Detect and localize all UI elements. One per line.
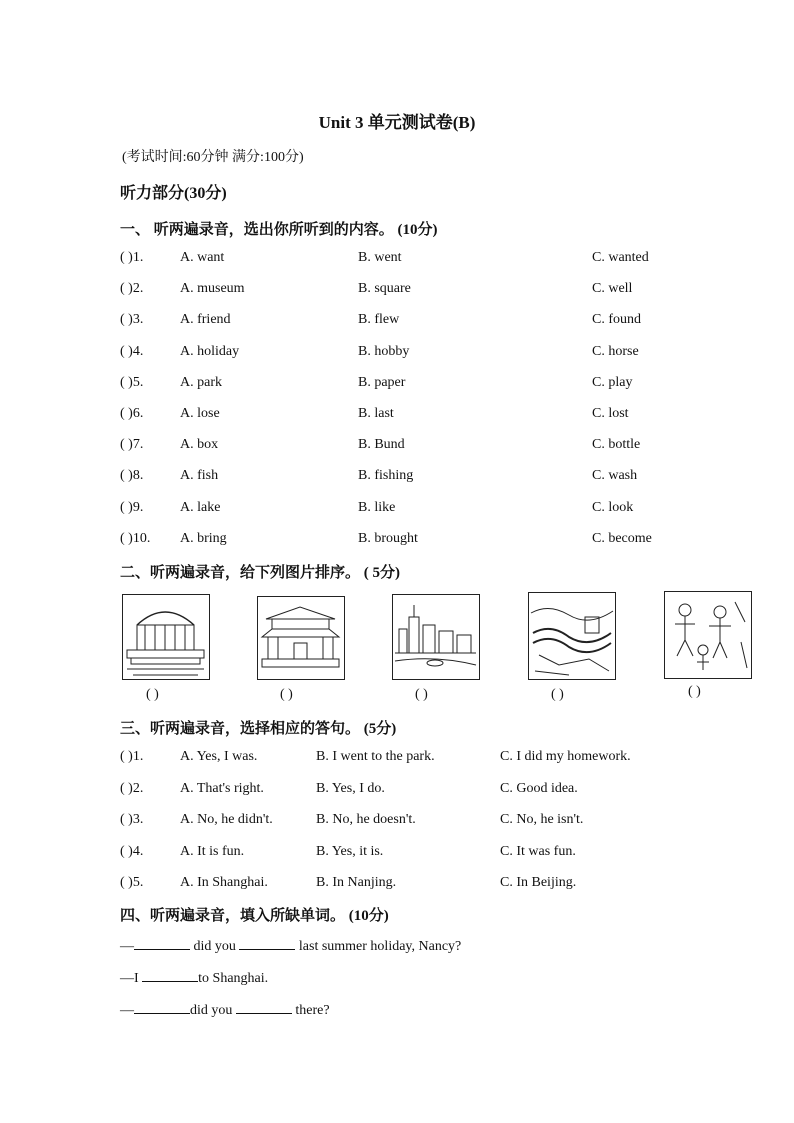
section1-item-1-option-a[interactable]: A. want [180,250,225,265]
page-title: Unit 3 单元测试卷(B) [318,113,476,132]
section3-item-4-option-b[interactable]: B. Yes, it is. [316,843,384,859]
section1-item-4-number: ( )4. [120,343,144,359]
section1-item-1-option-b[interactable]: B. went [358,250,402,265]
section1-item-1-option-c[interactable]: C. wanted [592,250,649,265]
section1-item-3-option-a[interactable]: A. friend [180,312,231,328]
blank-4[interactable] [134,1000,190,1014]
picture3-answer[interactable]: ( ) [415,687,428,702]
people-picture [664,591,752,679]
section4-heading: 四、听两遍录音，填入所缺单词。 (10分) [120,908,389,924]
section3-item-5-option-a[interactable]: A. In Shanghai. [180,875,268,890]
section1-item-9-option-b[interactable]: B. like [358,499,396,515]
section1-item-3-option-b[interactable]: B. flew [358,312,400,328]
blank-2[interactable] [239,936,295,950]
section3-item-4-option-a[interactable]: A. It is fun. [180,843,245,859]
bund-picture [392,594,480,680]
dialog-line-2: —I to Shanghai. [120,968,268,987]
section1-item-10-number: ( )10. [120,530,151,546]
section3-item-1-number: ( )1. [120,749,144,764]
section1-item-10-option-b[interactable]: B. brought [358,530,418,546]
section1-item-9-option-a[interactable]: A. lake [180,499,221,515]
section1-item-5-option-c[interactable]: C. play [592,374,633,390]
dialog-line-3: — did you there? [120,1000,330,1019]
section3-item-1-option-c[interactable]: C. I did my homework. [500,749,631,764]
section1-item-8-number: ( )8. [120,468,144,484]
section1-item-7-option-b[interactable]: B. Bund [358,437,405,453]
blank-5[interactable] [236,1000,292,1014]
section3-item-3-option-b[interactable]: B. No, he doesn't. [316,812,416,827]
section1-item-2-option-b[interactable]: B. square [358,281,411,297]
section1-item-1-number: ( )1. [120,250,144,265]
section1-item-8-option-c[interactable]: C. wash [592,468,638,484]
section1-item-10-option-c[interactable]: C. become [592,530,652,546]
section3-item-1-option-b[interactable]: B. I went to the park. [316,749,435,764]
great-wall-picture [528,592,616,680]
section3-item-3-number: ( )3. [120,812,144,827]
section1-item-10-option-a[interactable]: A. bring [180,530,227,546]
section1-item-4-option-b[interactable]: B. hobby [358,343,410,359]
section3-heading: 三、听两遍录音，选择相应的答句。 (5分) [120,721,397,737]
section1-item-7-number: ( )7. [120,437,144,453]
section1-item-7-option-a[interactable]: A. box [180,437,219,453]
section3-item-5-option-c[interactable]: C. In Beijing. [500,875,577,890]
section3-item-4-number: ( )4. [120,843,144,859]
section3-item-2-option-a[interactable]: A. That's right. [180,780,264,796]
section1-item-2-option-c[interactable]: C. well [592,281,633,297]
section1-item-5-option-b[interactable]: B. paper [358,374,406,390]
section1-item-3-option-c[interactable]: C. found [592,312,641,328]
section1-item-6-option-b[interactable]: B. last [358,406,394,421]
section3-item-1-option-a[interactable]: A. Yes, I was. [180,749,258,764]
section3-item-2-option-b[interactable]: B. Yes, I do. [316,780,385,796]
blank-1[interactable] [134,936,190,950]
dialog-line-1: — did you last summer holiday, Nancy? [120,936,461,955]
section1-item-4-option-a[interactable]: A. holiday [180,343,240,359]
section1-item-4-option-c[interactable]: C. horse [592,343,639,359]
section3-item-2-option-c[interactable]: C. Good idea. [500,780,578,796]
exam-meta: (考试时间:60分钟 满分:100分) [122,150,304,165]
section3-item-3-option-a[interactable]: A. No, he didn't. [180,812,273,827]
section1-item-7-option-c[interactable]: C. bottle [592,437,641,453]
section2-heading: 二、听两遍录音，给下列图片排序。 ( 5分) [120,565,400,581]
section1-item-6-option-c[interactable]: C. lost [592,406,629,421]
section3-item-3-option-c[interactable]: C. No, he isn't. [500,812,584,827]
part-heading: 听力部分(30分) [120,185,227,202]
section1-item-5-option-a[interactable]: A. park [180,374,222,390]
museum-picture [122,594,210,680]
picture5-answer[interactable]: ( ) [688,684,701,699]
section1-item-6-number: ( )6. [120,406,144,421]
section1-item-2-option-a[interactable]: A. museum [180,281,245,297]
picture1-answer[interactable]: ( ) [146,687,159,702]
picture2-answer[interactable]: ( ) [280,687,293,702]
section1-item-8-option-a[interactable]: A. fish [180,468,219,484]
section3-item-5-number: ( )5. [120,875,144,890]
section3-item-4-option-c[interactable]: C. It was fun. [500,843,576,859]
section1-item-5-number: ( )5. [120,374,144,390]
section1-heading: 一、 听两遍录音，选出你所听到的内容。 (10分) [120,222,438,238]
section1-item-2-number: ( )2. [120,281,144,297]
section3-item-2-number: ( )2. [120,780,144,796]
blank-3[interactable] [142,968,198,982]
section1-item-3-number: ( )3. [120,312,144,328]
section1-item-9-number: ( )9. [120,499,144,515]
section3-item-5-option-b[interactable]: B. In Nanjing. [316,875,397,890]
palace-picture [257,596,345,680]
section1-item-8-option-b[interactable]: B. fishing [358,468,414,484]
section1-item-9-option-c[interactable]: C. look [592,499,634,515]
picture4-answer[interactable]: ( ) [551,687,564,702]
section1-item-6-option-a[interactable]: A. lose [180,406,220,421]
